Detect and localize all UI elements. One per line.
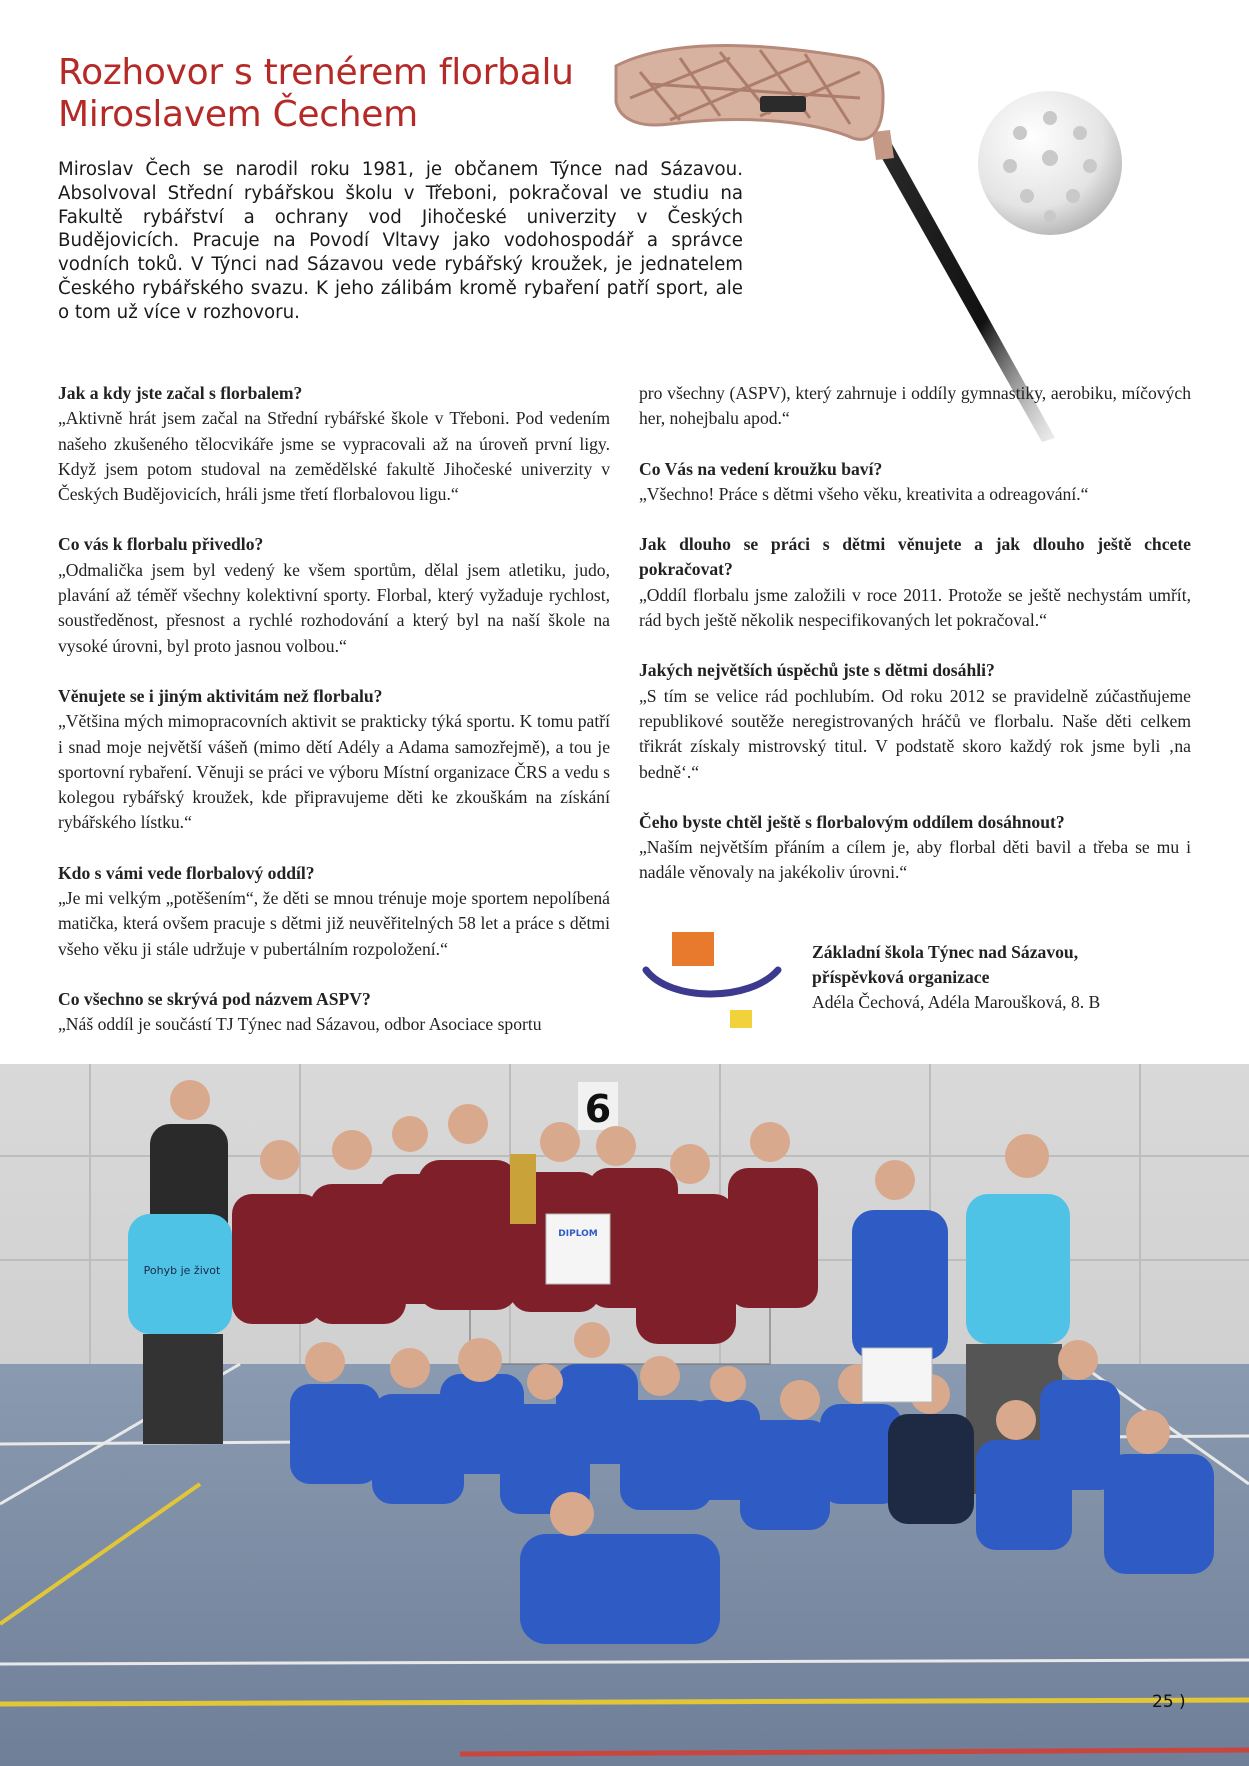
school-logo [640,930,790,1036]
interview-answer: „Oddíl florbalu jsme založili v roce 2011. Protože se ještě nechystám umřít, rád bych ještě několik nespecifikovaných let pokračoval.“ [639,584,1191,631]
interview-answer: „Většina mých mimopracovních aktivit se prakticky týká sportu. K tomu patří i snad moje největší vášeň (mimo dětí Adély a Adama samozřejmě), a tou je sportovní rybaření. Věnuji se práci ve výboru Místní organizace ČRS a vedu s kolegou rybářský kroužek, kde připravujeme děti ke zkouškám na získání rybářského lístku.“ [58,711,610,833]
interview-answer: „Náš oddíl je součástí TJ Týnec nad Sázavou, odbor Asociace sportu [58,1014,542,1035]
interview-item [58,987,610,1038]
interview-question: Kdo s vámi vede florbalový oddíl? [58,862,315,883]
interview-answer: „Všechno! Práce s dětmi všeho věku, kreativita a odreagování.“ [639,483,1089,504]
article-title-line-1: Rozhovor s trenérem florbalu [58,52,574,93]
interview-answer: „S tím se velice rád pochlubím. Od roku 2012 se pravidelně zúčastňujeme republikové soutěže neregistrovaných hráčů ve florbalu. Naše děti celkem třikrát získaly mistrovský titul. V podstatě skoro každý rok jsme byli ‚na bedně‘.“ [639,685,1191,782]
interview-question: Co vás k florbalu přivedlo? [58,534,264,555]
court-number: 6 [584,1087,612,1131]
interview-question: Jakých největších úspěchů jste s dětmi dosáhli? [639,660,995,681]
article-signature [812,940,1100,1015]
interview-question: Co Vás na vedení kroužku baví? [639,458,883,479]
school-type: příspěvková organizace [812,967,990,987]
interview-item [639,532,1191,633]
interview-question: Čeho byste chtěl ještě s florbalovým oddílem dosáhnout? [639,811,1065,832]
article-intro: Miroslav Čech se narodil roku 1981, je občanem Týnce nad Sázavou. Absolvoval Střední rybářskou školu v Třeboni, pokračoval ve studiu na Fakultě rybářství a ochrany vod Jihočeské univerzity v Českých Budějovicích. Pracuje na Povodí Vltavy jako vodohospodář a správce vodních toků. V Týnci nad Sázavou vede rybářský kroužek, je jednatelem Českého rybářského svazu. K jeho zálibám kromě rybaření patří sport, ale o tom už více v rozhovoru. [58,159,743,323]
interview-answer: pro všechny (ASPV), který zahrnuje i oddíly gymnastiky, aerobiku, míčových her, nohejbalu apod.“ [639,383,1191,429]
interview-question: Jak dlouho se práci s dětmi věnujete a jak dlouho ještě chcete pokračovat? [639,534,1191,580]
interview-column-left [58,381,610,1063]
interview-column-right [639,381,1191,911]
interview-item [639,457,1191,508]
interview-answer: „Naším největším přáním a cílem je, aby florbal děti bavil a třeba se mu i nadále věnovaly na jakékoliv úrovni.“ [639,837,1191,883]
shirt-slogan: Pohyb je život [143,1264,221,1277]
diploma-label: DIPLOM [558,1229,598,1239]
interview-answer: „Aktivně hrát jsem začal na Střední rybářské škole v Třeboni. Pod vedením našeho zkušeného tělocvikáře jsme se vypracovali až na úroveň první ligy. Když jsem potom studoval na zemědělské fakultě Jihočeské univerzity v Českých Budějovicích, hráli jsme třetí florbalovou ligu.“ [58,408,610,505]
interview-item [58,532,610,658]
interview-item [58,381,610,507]
interview-question: Věnujete se i jiným aktivitám než florbalu? [58,685,383,706]
interview-question: Co všechno se skrývá pod názvem ASPV? [58,988,371,1009]
interview-item [639,810,1191,886]
page-number: 25 ) [1152,1692,1186,1712]
interview-answer: „Je mi velkým „potěšením“, že děti se mnou trénuje moje sportem nepolíbená matička, která ovšem pracuje s dětmi již neuvěřitelných 58 let a práce s dětmi všeho věku ji stále udržuje v pubertálním rozpoložení.“ [58,888,610,959]
article-title-line-2: Miroslavem Čechem [58,94,418,135]
team-photo [0,1064,1249,1766]
interview-item-continued [639,381,1191,432]
interview-item [639,658,1191,784]
interview-item [58,861,610,962]
article-title [58,52,574,136]
interview-question: Jak a kdy jste začal s florbalem? [58,383,303,403]
article-authors: Adéla Čechová, Adéla Maroušková, 8. B [812,992,1101,1012]
floorball-ball-image [975,88,1125,238]
interview-answer: „Odmalička jsem byl vedený ke všem sportům, dělal jsem atletiku, judo, plavání až téměř všechny kolektivní sporty. Florbal, který vyžaduje rychlost, soustředěnost, přesnost a rychlé rozhodování a který byl na naší škole na vysoké úrovni, byl proto jasnou volbou.“ [58,559,610,656]
school-name: Základní škola Týnec nad Sázavou, [812,942,1079,962]
interview-item [58,684,610,836]
